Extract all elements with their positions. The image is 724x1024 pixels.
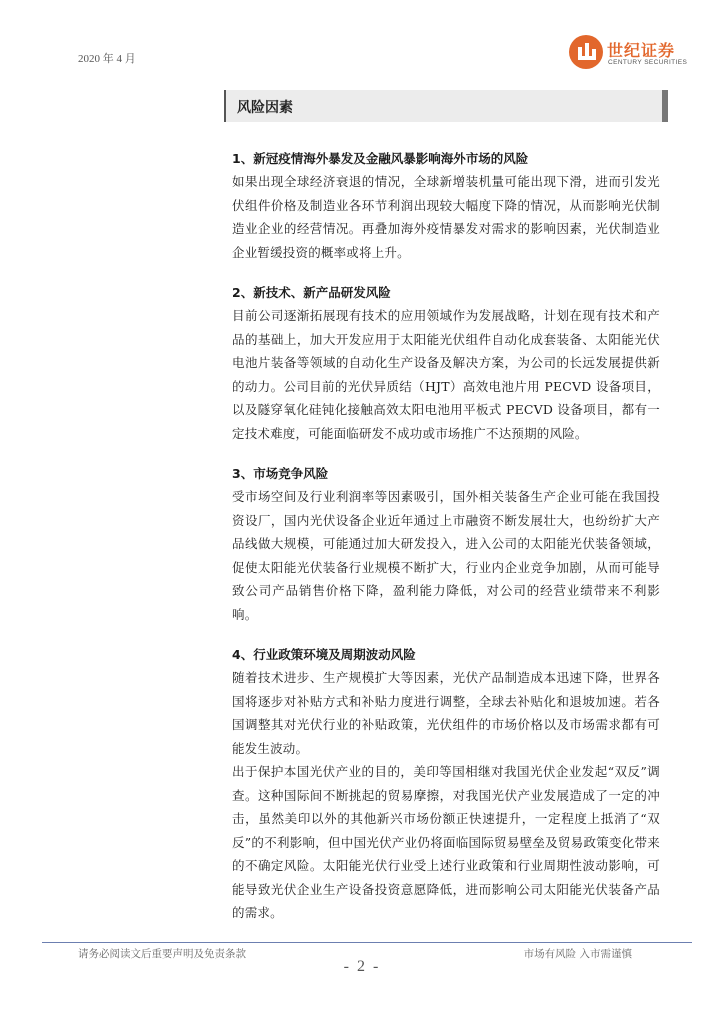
logo-chinese-name: 世纪证券: [607, 41, 676, 60]
risk-item: [232, 463, 660, 626]
risk-item: [232, 148, 660, 264]
page-number: - 2 -: [343, 958, 381, 975]
section-title: 风险因素: [237, 100, 293, 116]
risk-paragraph: 随着技术进步、生产规模扩大等因素，光伏产品制造成本迅速下降，世界各国将逐步对补贴方式和补贴力度进行调整，全球去补贴化和退坡加速。若各国调整其对光伏行业的补贴政策，光伏组件的市场价格以及市场需求都有可能发生波动。: [232, 670, 660, 756]
risk-title: 1、新冠疫情海外暴发及金融风暴影响海外市场的风险: [232, 151, 529, 166]
footer-risk-notice: 市场有风险 入市需谨慎: [523, 948, 632, 960]
risk-item: [232, 644, 660, 925]
footer-divider: [42, 942, 692, 943]
risk-paragraph: 受市场空间及行业利润率等因素吸引，国外相关装备生产企业可能在我国投资设厂，国内光伏设备企业近年通过上市融资不断发展壮大，也纷纷扩大产品线做大规模，可能通过加大研发投入，进入公司的太阳能光伏装备领域，促使太阳能光伏装备行业规模不断扩大，行业内企业竞争加剧，从而可能导致公司产品销售价格下降，盈利能力降低，对公司的经营业绩带来不利影响。: [232, 489, 660, 622]
risk-content: [232, 148, 660, 943]
report-date: 2020 年 4 月: [78, 53, 136, 65]
risk-item: [232, 282, 660, 445]
logo-english-name: CENTURY SECURITIES: [608, 59, 688, 66]
footer-disclaimer: 请务必阅读文后重要声明及免责条款: [78, 948, 246, 960]
risk-title: 3、市场竞争风险: [232, 466, 329, 481]
century-securities-logo: [568, 34, 688, 74]
risk-paragraph: 目前公司逐渐拓展现有技术的应用领域作为发展战略，计划在现有技术和产品的基础上，加大开发应用于太阳能光伏组件自动化成套装备、太阳能光伏电池片装备等领域的自动化生产设备及解决方案，为公司的长远发展提供新的动力。公司目前的光伏异质结（HJT）高效电池片用 PECVD 设备项目，以及隧穿氧化硅钝化接触高效太阳电池用平板式 PECVD 设备项目，都有一定技术难度，可能面临研发不成功或市场推广不达预期的风险。: [232, 308, 660, 441]
risk-paragraph: 如果出现全球经济衰退的情况，全球新增装机量可能出现下滑，进而引发光伏组件价格及制造业各环节利润出现较大幅度下降的情况，从而影响光伏制造业企业的经营情况。再叠加海外疫情暴发对需求的影响因素，光伏制造业企业暂缓投资的概率或将上升。: [232, 174, 660, 260]
section-header: [224, 90, 668, 122]
risk-title: 2、新技术、新产品研发风险: [232, 285, 391, 300]
logo-emblem-icon: [568, 34, 604, 70]
risk-paragraph: 出于保护本国光伏产业的目的，美印等国相继对我国光伏企业发起“双反”调查。这种国际间不断挑起的贸易摩擦，对我国光伏产业发展造成了一定的冲击，虽然美印以外的其他新兴市场份额正快速提升，一定程度上抵消了“双反”的不利影响，但中国光伏产业仍将面临国际贸易壁垒及贸易政策变化带来的不确定风险。太阳能光伏行业受上述行业政策和行业周期性波动影响，可能导致光伏企业生产设备投资意愿降低，进而影响公司太阳能光伏装备产品的需求。: [232, 764, 660, 920]
risk-title: 4、行业政策环境及周期波动风险: [232, 647, 416, 662]
